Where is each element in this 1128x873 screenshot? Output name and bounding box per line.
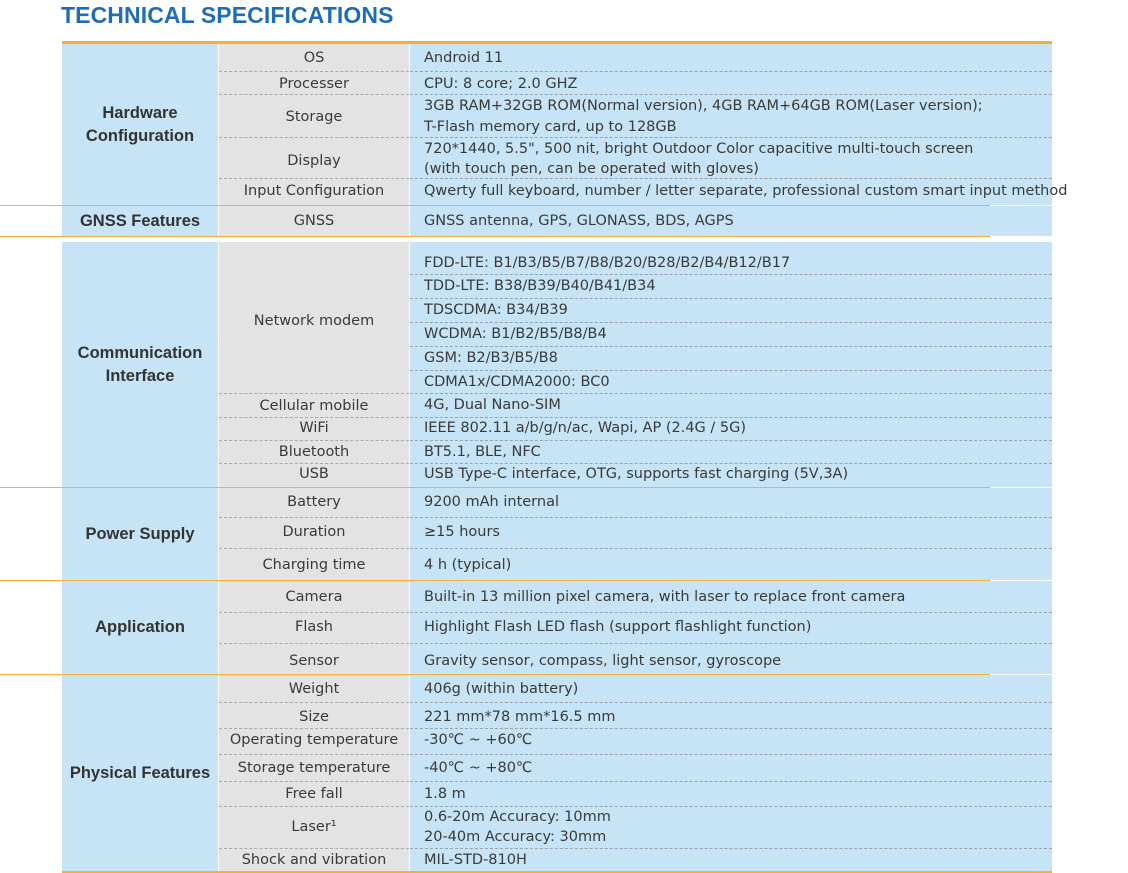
section-label-application: Application <box>62 581 218 674</box>
spec-value-laser: 0.6-20m Accuracy: 10mm 20-40m Accuracy: 30mm <box>424 809 611 845</box>
spec-value-sensor: Gravity sensor, compass, light sensor, gyroscope <box>424 652 782 669</box>
spec-value-weight: 406g (within battery) <box>424 680 579 697</box>
spec-name-network-modem: Network modem <box>253 313 375 329</box>
section-hardware <box>62 44 1068 205</box>
spec-value-usb: USB Type-C interface, OTG, supports fast charging (5V,3A) <box>424 465 849 482</box>
spec-value-charging: 4 h (typical) <box>424 556 512 573</box>
spec-name-wifi: WiFi <box>299 420 329 436</box>
spec-name-storage: Storage <box>285 108 343 125</box>
section-label-physical: Physical Features <box>62 675 218 871</box>
spec-value-free-fall: 1.8 m <box>424 785 466 802</box>
section-power <box>62 488 1052 580</box>
spec-name-charging: Charging time <box>262 557 366 573</box>
spec-value-camera: Built-in 13 million pixel camera, with laser to replace front camera <box>424 588 906 605</box>
section-label-power: Power Supply <box>62 488 218 580</box>
spec-value-network-modem-0: FDD-LTE: B1/B3/B5/B7/B8/B20/B28/B2/B4/B12/B17 <box>424 254 791 271</box>
spec-name-storage-temperature: Storage temperature <box>237 760 391 776</box>
spec-value-wifi: IEEE 802.11 a/b/g/n/ac, Wapi, AP (2.4G / 5G) <box>424 419 747 436</box>
section-physical <box>62 675 1052 871</box>
spec-name-camera: Camera <box>285 589 343 605</box>
spec-value-display: 720*1440, 5.5", 500 nit, bright Outdoor Color capacitive multi-touch screen (with touch pen, can be operated with gloves) <box>424 141 974 177</box>
spec-name-gnss: GNSS <box>293 213 335 229</box>
spec-value-network-modem-4: GSM: B2/B3/B5/B8 <box>424 349 558 366</box>
spec-name-bluetooth: Bluetooth <box>278 444 350 460</box>
spec-value-operating-temperature: -30℃ ~ +60℃ <box>424 731 533 748</box>
spec-value-os: Android 11 <box>424 49 504 66</box>
spec-name-processor: Processer <box>279 76 349 92</box>
section-gnss <box>62 206 1052 236</box>
spec-value-battery: 9200 mAh internal <box>424 493 559 510</box>
spec-value-cellular: 4G, Dual Nano-SIM <box>424 397 561 413</box>
spec-name-duration: Duration <box>282 524 346 540</box>
spec-name-free-fall: Free fall <box>285 786 343 802</box>
section-communication <box>62 242 1052 487</box>
spec-value-network-modem-1: TDD-LTE: B38/B39/B40/B41/B34 <box>424 277 656 294</box>
spec-value-storage: 3GB RAM+32GB ROM(Normal version), 4GB RAM+64GB ROM(Laser version); T-Flash memory card, up to 128GB <box>424 97 983 135</box>
spec-value-size: 221 mm*78 mm*16.5 mm <box>424 708 616 725</box>
spec-value-flash: Highlight Flash LED flash (support flashlight function) <box>424 618 812 635</box>
spec-value-shock: MIL-STD-810H <box>424 851 527 868</box>
spec-name-battery: Battery <box>287 494 341 510</box>
spec-name-sensor: Sensor <box>289 653 339 669</box>
section-label-gnss: GNSS Features <box>62 206 218 236</box>
spec-name-laser: Laser¹ <box>291 819 337 835</box>
spec-value-gnss: GNSS antenna, GPS, GLONASS, BDS, AGPS <box>424 212 734 229</box>
spec-value-network-modem-5: CDMA1x/CDMA2000: BC0 <box>424 373 610 390</box>
spec-value-network-modem-3: WCDMA: B1/B2/B5/B8/B4 <box>424 325 607 342</box>
spec-name-cellular: Cellular mobile <box>259 397 369 414</box>
spec-name-os: OS <box>303 50 325 66</box>
spec-name-usb: USB <box>299 466 329 482</box>
spec-name-flash: Flash <box>295 619 333 635</box>
section-label-hardware: Hardware Configuration <box>62 44 218 205</box>
spec-name-shock: Shock and vibration <box>241 852 387 868</box>
spec-name-size: Size <box>299 709 329 725</box>
spec-value-storage-temperature: -40℃ ~ +80℃ <box>424 759 533 776</box>
section-application <box>62 581 1052 674</box>
section-label-communication: Communication Interface <box>62 242 218 487</box>
spec-value-network-modem-2: TDSCDMA: B34/B39 <box>424 301 568 318</box>
spec-value-processor: CPU: 8 core; 2.0 GHZ <box>424 75 578 92</box>
spec-name-weight: Weight <box>288 681 340 697</box>
spec-name-input: Input Configuration <box>243 183 385 199</box>
page-title: TECHNICAL SPECIFICATIONS <box>61 2 394 28</box>
spec-value-bluetooth: BT5.1, BLE, NFC <box>424 443 541 460</box>
spec-name-operating-temperature: Operating temperature <box>229 732 399 748</box>
spec-value-duration: ≥15 hours <box>424 523 500 540</box>
spec-name-display: Display <box>287 153 341 169</box>
spec-value-input: Qwerty full keyboard, number / letter separate, professional custom smart input method <box>424 182 1068 199</box>
